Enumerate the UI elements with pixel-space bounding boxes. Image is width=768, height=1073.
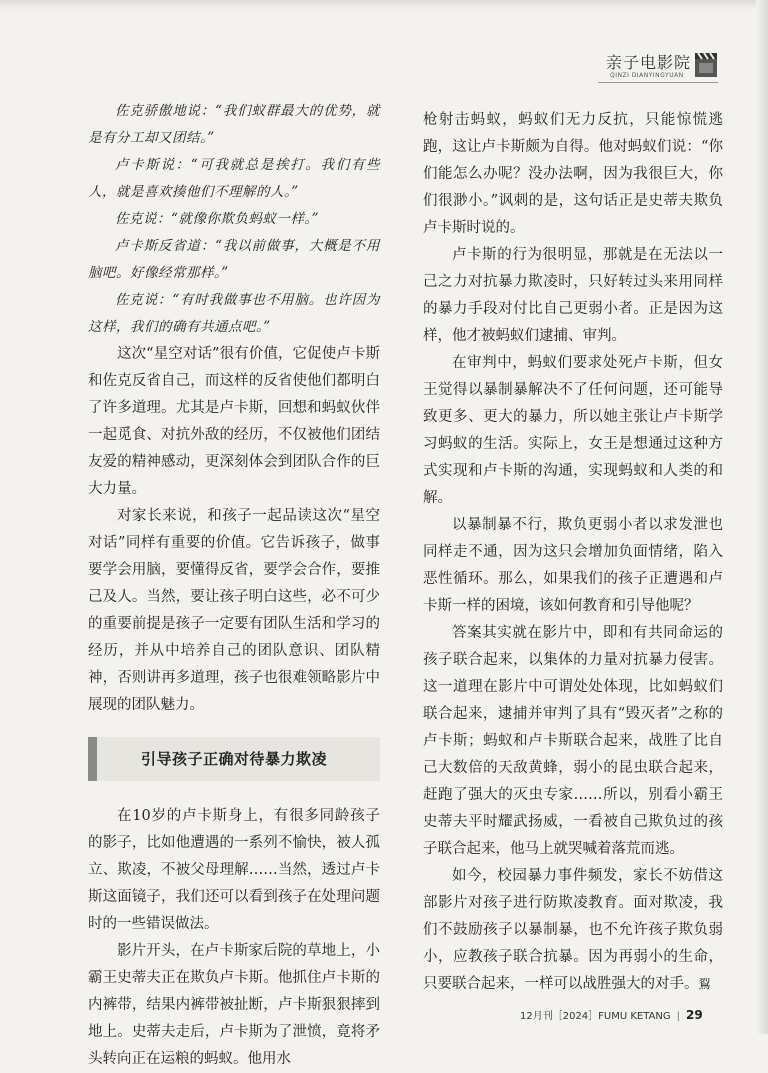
dialogue-line: 佐克说：“就像你欺负蚂蚁一样。” (115, 211, 320, 227)
body-paragraph: 在审判中，蚂蚁们要求处死卢卡斯，但女王觉得以暴制暴解决不了任何问题，还可能导致更多、更大的暴力，所以她主张让卢卡斯学习蚂蚁的生活。实际上，女王是想通过这种方式实现和卢卡斯的沟通，实现蚂蚁和人类的和解。 (423, 355, 723, 506)
header-title: 亲子电影院 (606, 53, 692, 72)
section-title: 引导孩子正确对待暴力欺凌 (140, 750, 327, 768)
body-paragraph: 卢卡斯的行为很明显，那就是在无法以一己之力对抗暴力欺凌时，只好转过头来用同样的暴力手段对付比自己更弱小者。正是因为这样，他才被蚂蚁们逮捕、审判。 (423, 247, 723, 344)
header-rule (598, 82, 718, 83)
dialogue-line: 卢卡斯反省道：“我以前做事，大概是不用脑吧。好像经常那样。” (88, 238, 380, 281)
right-column (423, 107, 723, 998)
page-number: 29 (686, 1008, 703, 1022)
page-edge-right (756, 0, 768, 1034)
body-paragraph: 对家长来说，和孩子一起品读这次“星空对话”同样有重要的价值。它告诉孩子，做事要学会用脑，要懂得反省，要学会合作，要推己及人。当然，要让孩子明白这些，必不可少的重要前提是孩子一定要有团队生活和学习的经历，并从中培养自己的团队意识、团队精神，否则讲再多道理，孩子也很难领略影片中展现的团队魅力。 (88, 508, 380, 713)
page-edge-top (0, 0, 768, 10)
closing-paragraph-text: 如今，校园暴力事件频发，家长不妨借这部影片对孩子进行防欺凌教育。面对欺凌，我们不鼓励孩子以暴制暴，也不允许孩子欺负弱小，应教孩子联合抗暴。因为再弱小的生命，只要联合起来，一样可以战胜强大的对手。 (423, 868, 723, 992)
body-paragraph (423, 863, 723, 998)
left-column (88, 98, 380, 1073)
body-paragraph: 答案其实就在影片中，即和有共同命运的孩子联合起来，以集体的力量对抗暴力侵害。这一道理在影片中可谓处处体现，比如蚂蚁们联合起来，逮捕并审判了具有“毁灭者”之称的卢卡斯；蚂蚁和卢卡斯联合起来，战胜了比自己大数倍的天敌黄蜂，弱小的昆虫联合起来，赶跑了强大的灭虫专家……所以，别看小霸王史蒂夫平时耀武扬威，一看被自己欺负过的孩子联合起来，他马上就哭喊着落荒而逃。 (423, 625, 723, 857)
body-paragraph: 在10岁的卢卡斯身上，有很多同龄孩子的影子，比如他遭遇的一系列不愉快，被人孤立、欺凌，不被父母理解……当然，透过卢卡斯这面镜子，我们还可以看到孩子在处理问题时的一些错误做法。 (88, 808, 380, 932)
article-end-mark: 鴷 (698, 977, 711, 991)
dialogue-line: 佐克骄傲地说：“我们蚁群最大的优势，就是有分工却又团结。” (88, 103, 380, 146)
header-subtitle: QINZI DIANYINGYUAN (610, 72, 684, 79)
body-paragraph: 这次“星空对话”很有价值，它促使卢卡斯和佐克反省自己，而这样的反省使他们都明白了许多道理。尤其是卢卡斯，回想和蚂蚁伙伴一起觅食、对抗外敌的经历，不仅被他们团结友爱的精神感动，更深刻体会到团队合作的巨大力量。 (88, 346, 380, 497)
column-header (598, 50, 723, 90)
page-footer: 12月刊［2024］FUMU KETANG | 29 (520, 1008, 703, 1022)
dialogue-line: 佐克说：“有时我做事也不用脑。也许因为这样，我们的确有共通点吧。” (88, 292, 380, 335)
film-clapper-icon (694, 52, 718, 78)
body-paragraph-continued: 枪射击蚂蚁，蚂蚁们无力反抗，只能惊慌逃跑，这让卢卡斯颇为自得。他对蚂蚁们说：“你们能怎么办呢？没办法啊，因为我很巨大，你们很渺小。”讽刺的是，这句话正是史蒂夫欺负卢卡斯时说的。 (423, 112, 723, 236)
body-paragraph: 影片开头，在卢卡斯家后院的草地上，小霸王史蒂夫正在欺负卢卡斯。他抓住卢卡斯的内裤带，结果内裤带被扯断，卢卡斯狠狠摔到地上。史蒂夫走后，卢卡斯为了泄愤，竟将矛头转向正在运粮的蚂蚁。他用水 (88, 943, 380, 1067)
body-paragraph: 以暴制暴不行，欺负更弱小者以求发泄也同样走不通，因为这只会增加负面情绪，陷入恶性循环。那么，如果我们的孩子正遭遇和卢卡斯一样的困境，该如何教育和引导他呢？ (423, 517, 723, 614)
section-heading (88, 737, 380, 781)
issue-label: 12月刊［2024］FUMU KETANG (520, 1011, 671, 1022)
dialogue-line: 卢卡斯说：“可我就总是挨打。我们有些人，就是喜欢揍他们不理解的人。” (88, 157, 380, 200)
